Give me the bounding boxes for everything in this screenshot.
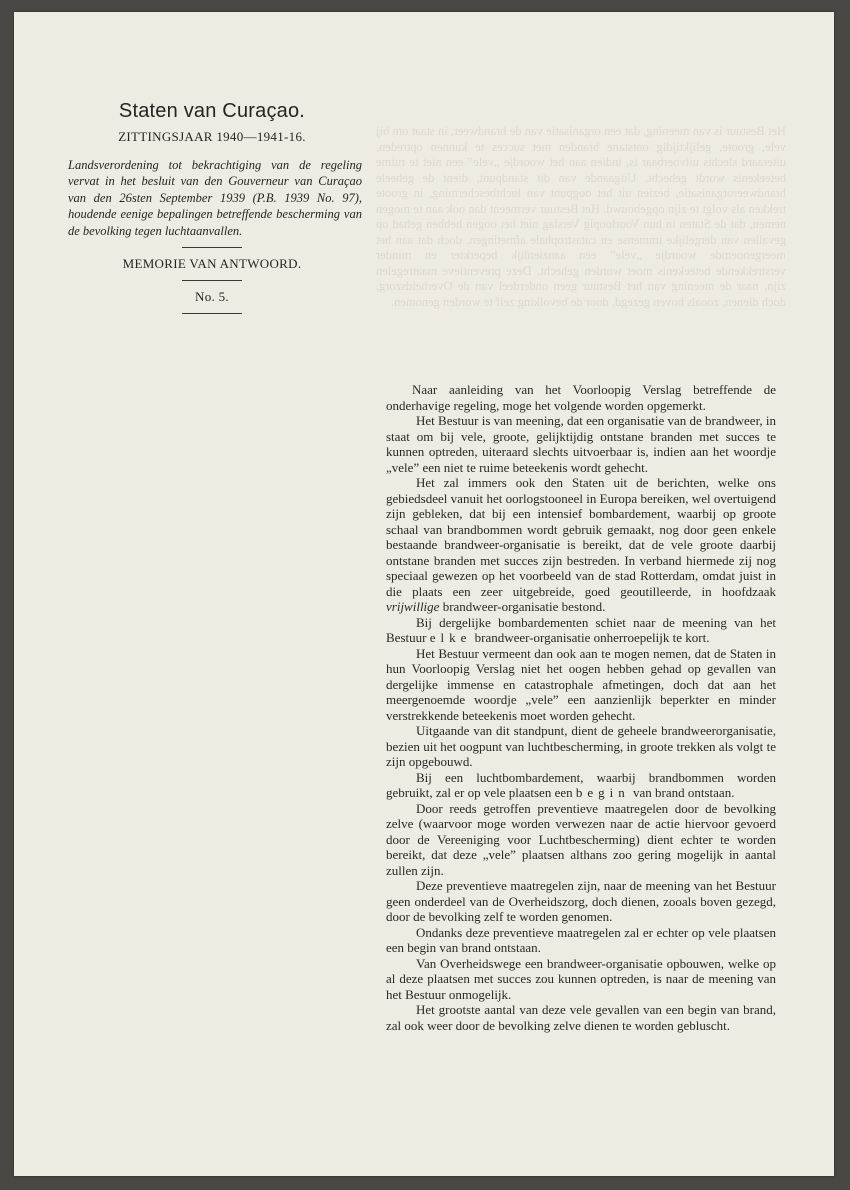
divider (182, 247, 242, 248)
show-through-text-2: Uitgaande van dit standpunt, dient de geheele brandweerorganisatie, bezien uit het oogpunt van luchtbescherming, in groote trekken als volgt te zijn opgebouwd. (376, 170, 786, 216)
document-number: No. 5. (195, 289, 229, 305)
spaced-emphasis: begin (575, 785, 630, 800)
page-title: Staten van Curaçao. (118, 100, 306, 122)
document-header (62, 100, 362, 322)
show-through-text (376, 124, 786, 310)
paragraph (386, 475, 776, 615)
paragraph: Het grootste aantal van deze vele gevallen van een begin van brand, zal ook weer door de bevolking zelve dienen te worden gebluscht. (386, 1002, 776, 1033)
show-through-text-1: Het Bestuur is van meening, dat een organisatie van de brandweer, in staat om bij vele, groote, gelijktijdig ontstane branden met succes te kunnen optreden, uiteraard slechts uitvoerbaar is, indien aan het woordje „vele” een niet te ruime beteekenis wordt gehecht. (376, 124, 786, 185)
divider (182, 313, 242, 314)
paragraph: Ondanks deze preventieve maatregelen zal er echter op vele plaatsen een begin van brand ontstaan. (386, 924, 776, 955)
paragraph-text: brandweer-organisatie onherroepelijk te kort. (474, 630, 710, 645)
paragraph-text: van brand ontstaan. (633, 785, 735, 800)
body-text (386, 382, 776, 1033)
paragraph (386, 770, 776, 801)
show-through-text-3: Het Bestuur vermeent dan ook aan te mogen nemen, dat de Staten in hun Voorloopig Verslag niet het oogen hebben gehad op gevallen van dergelijke immense en catastrophale afmetingen, doch dat aan het meergenoemde woordje „vele” een aanzienlijk beperkter en minder verstrekkende beteekenis moet worden gehecht. (375, 201, 786, 278)
paragraph: Uitgaande van dit standpunt, dient de geheele brandweerorganisatie, bezien uit het oogpunt van luchtbescherming, in groote trekken als volgt te zijn opgebouwd. (386, 723, 776, 769)
divider (182, 280, 242, 281)
paragraph-text: Het zal immers ook den Staten uit de berichten, welke ons gebiedsdeel vanuit het oorlogstooneel in Europa bereiken, wel overtuigend zijn gebleken, dat bij een intensief bombardement, waarbij op groote schaal van brandbommen wordt gebruik gemaakt, nog door geen enkele bestaande brandweer-organisatie is bereikt, dat de vele groote daarbij ontstane branden met succes zijn bestreden. In verband hiermede zij nog speciaal gewezen op het voorbeeld van de stad Rotterdam, omdat juist in die plaats een zeer uitgebreide, goed geoutilleerde, in hoofdzaak (386, 475, 776, 599)
paragraph: Deze preventieve maatregelen zijn, naar de meening van het Bestuur geen onderdeel van de Overheidszorg, doch dienen, zooals boven gezegd, door de bevolking zelf te worden genomen. (386, 878, 776, 924)
spaced-emphasis: elke (429, 630, 472, 645)
paragraph: Van Overheidswege een brandweer-organisatie opbouwen, welke op al deze plaatsen met succes zou kunnen optreden, is naar de meening van het Bestuur onmogelijk. (386, 955, 776, 1002)
paragraph: Naar aanleiding van het Voorloopig Verslag betreffende de onderhavige regeling, moge het volgende worden opgemerkt. (386, 382, 776, 413)
paragraph-text: Bij een luchtbombardement, waarbij brandbommen worden gebruikt, zal er op vele plaatsen een (386, 769, 776, 800)
memorie-heading: MEMORIE VAN ANTWOORD. (122, 256, 302, 272)
show-through-text-4: Deze preventieve maatregelen zijn, naar de meening van het Bestuur geen onderdeel van de Overheidszorg, doch dienen, zooals boven gezegd, door de bevolking zelf te worden genomen. (376, 263, 786, 309)
session-year: ZITTINGSJAAR 1940—1941-16. (118, 129, 306, 144)
ordinance-description: Landsverordening tot bekrachtiging van de regeling vervat in het besluit van den Gouverneur van Curaçao van den 26sten September 1939 (P.B. 1939 No. 97), houdende eenige bepalingen betreffende bescherming van de bevolking tegen luchtaanvallen. (68, 158, 362, 238)
paragraph (386, 615, 776, 646)
paragraph: Het Bestuur vermeent dan ook aan te mogen nemen, dat de Staten in hun Voorloopig Verslag niet het oogen hebben gehad op gevallen van dergelijke immense en catastrophale afmetingen, doch dat aan het meergenoemde woordje „vele” een aanzienlijk beperkter en minder verstrekkende beteekenis moet worden gehecht. (386, 645, 776, 723)
paragraph-text: Bij dergelijke bombardementen schiet naar de meening van het Bestuur (386, 614, 776, 645)
paragraph-text: brandweer-organisatie bestond. (442, 599, 606, 614)
paragraph: Door reeds getroffen preventieve maatregelen door de bevolking zelve (waarvoor moge worden verwezen naar de actie hiervoor gevoerd door de Vereeniging voor Luchtbescherming) dient echter te worden bereikt, dat deze „vele” plaatsen althans zoo gering mogelijk in aantal zullen zijn. (386, 800, 776, 878)
emphasis-text: vrijwillige (386, 599, 440, 614)
paragraph: Het Bestuur is van meening, dat een organisatie van de brandweer, in staat om bij vele, groote, gelijktijdig ontstane branden met succes te kunnen optreden, uiteraard slechts uitvoerbaar is, indien aan het woordje „vele” een niet te ruime beteekenis wordt gehecht. (386, 413, 776, 475)
document-page (14, 12, 834, 1176)
